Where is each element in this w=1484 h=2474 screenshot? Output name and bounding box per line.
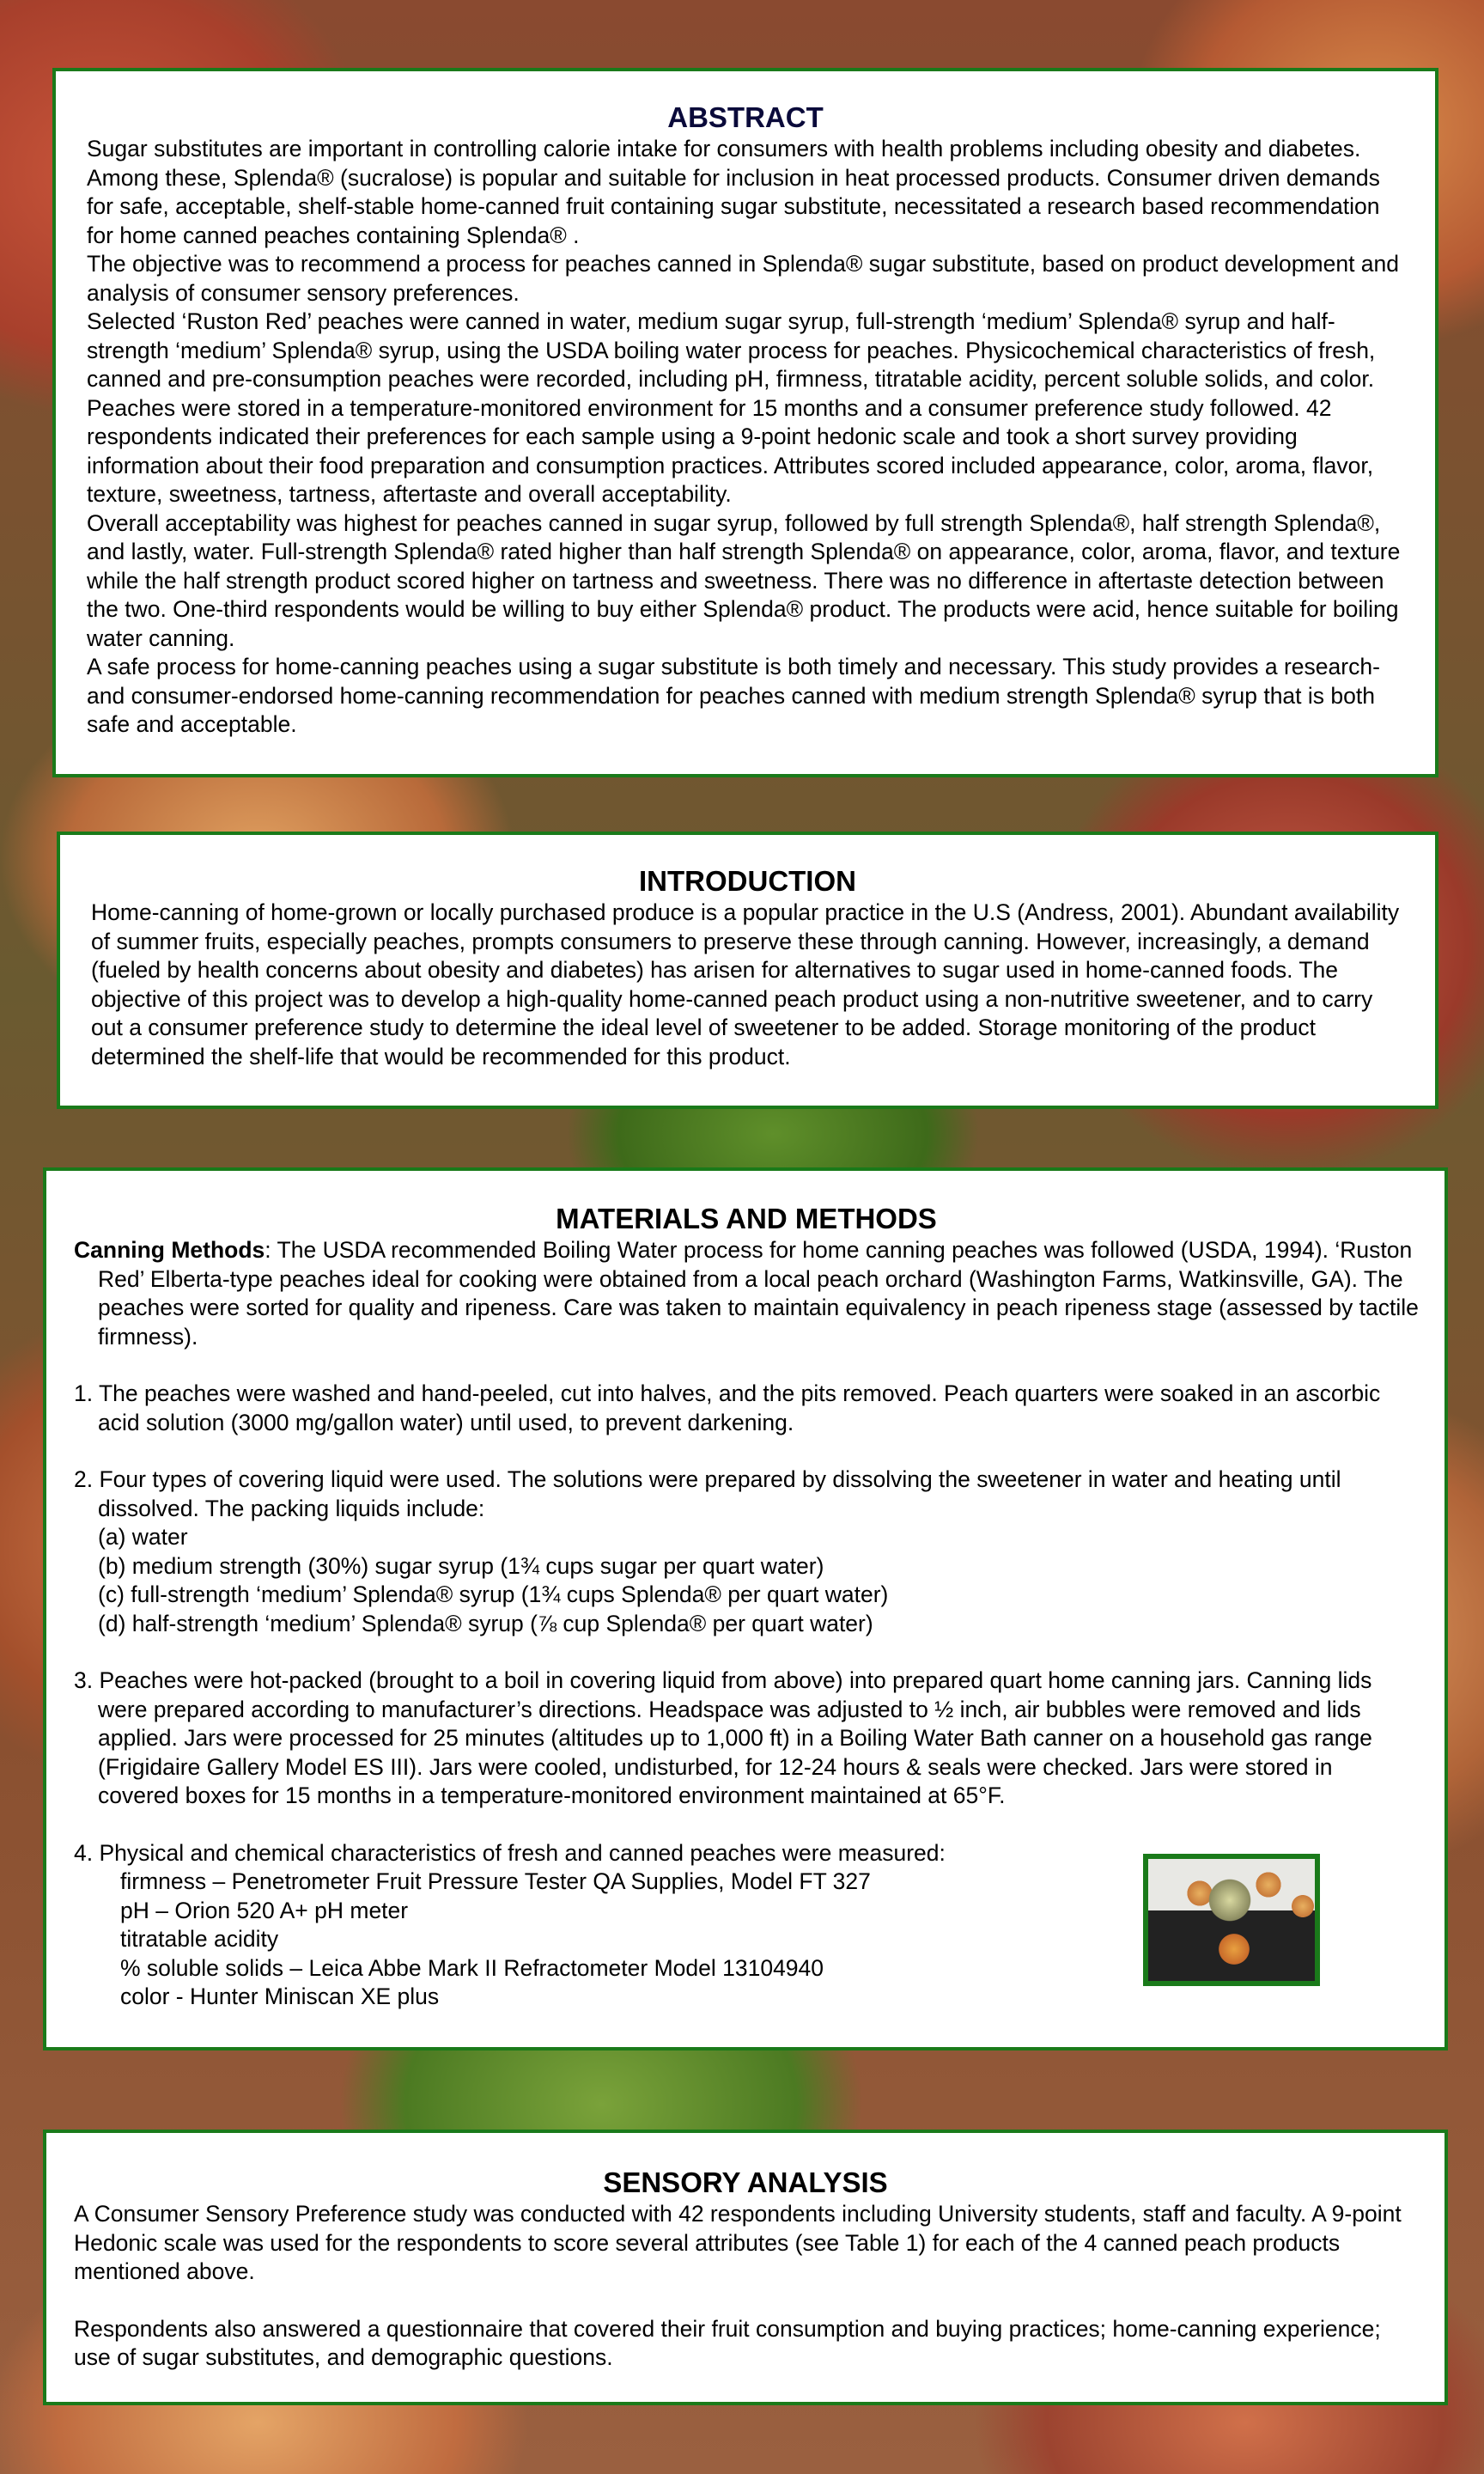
liquid-item: (b) medium strength (30%) sugar syrup (1¾ cups sugar per quart water) — [98, 1552, 824, 1579]
introduction-text: Home-canning of home-grown or locally purchased produce is a popular practice in the U.S (Andress, 2001). Abundant availability of summer fruits, especially peaches, prompts consumers to preserve these through canning. However, increasingly, a demand (fueled by health concerns about obesity and diabetes) has arisen for alternatives to sugar used in home-canned foods. The objective of this project was to develop a high-quality home-canned peach product using a non-nutritive sweetener, and to carry out a consumer preference study to determine the ideal level of sweetener to be added. Storage monitoring of the product determined the shelf-life that would be recommended for this product. — [91, 899, 1400, 1069]
sensory-paragraph: A Consumer Sensory Preference study was conducted with 42 respondents including University students, staff and faculty. A 9-point Hedonic scale was used for the respondents to score several attributes (see Table 1) for each of the 4 canned peach products mentioned above. — [74, 2201, 1402, 2284]
method-step-4: 4. Physical and chemical characteristics of fresh and canned peaches were measured: — [74, 1839, 946, 1866]
abstract-paragraph: The objective was to recommend a process for peaches canned in Splenda® sugar substitute, based on product development and analysis of consumer sensory preferences. — [87, 251, 1400, 306]
measurement-item: firmness – Penetrometer Fruit Pressure Tester QA Supplies, Model FT 327 — [120, 1868, 871, 1894]
canning-methods-paragraph — [74, 1236, 1419, 1351]
method-step-1: 1. The peaches were washed and hand-peeled, cut into halves, and the pits removed. Peach quarters were soaked in an ascorbic acid solution (3000 mg/gallon water) until used, to prevent darkening. — [74, 1380, 1381, 1435]
measurement-item: % soluble solids – Leica Abbe Mark II Refractometer Model 13104940 — [120, 1954, 824, 1981]
sensory-heading: SENSORY ANALYSIS — [603, 2166, 888, 2198]
introduction-section — [57, 832, 1438, 1109]
abstract-section — [52, 68, 1438, 777]
abstract-paragraph: A safe process for home-canning peaches using a sugar substitute is both timely and necessary. This study provides a research- and consumer-endorsed home-canning recommendation for peaches canned with medium strength Splenda® syrup that is both safe and acceptable. — [87, 654, 1380, 737]
measurement-item: color - Hunter Miniscan XE plus — [120, 1983, 440, 2009]
liquid-item: (a) water — [98, 1524, 188, 1550]
abstract-paragraph: Selected ‘Ruston Red’ peaches were canned in water, medium sugar syrup, full-strength ‘medium’ Splenda® syrup and half-strength ‘medium’ Splenda® syrup, using the USDA boiling water process for peaches. Physicochemical characteristics of fresh, canned and pre-consumption peaches were recorded, including pH, firmness, titratable acidity, percent soluble solids, and color. Peaches were stored in a temperature-monitored environment for 15 months and a consumer preference study followed. 42 respondents indicated their preferences for each sample using a 9-point hedonic scale and took a short survey providing information about their food preparation and consumption practices. Attributes scored included appearance, color, aroma, flavor, texture, sweetness, tartness, aftertaste and overall acceptability. — [87, 308, 1376, 507]
abstract-paragraph: Sugar substitutes are important in controlling calorie intake for consumers with health problems including obesity and diabetes. Among these, Splenda® (sucralose) is popular and suitable for inclusion in heat processed products. Consumer driven demands for safe, acceptable, shelf-stable home-canned fruit containing sugar substitute, necessitated a research based recommendation for home canned peaches containing Splenda® . — [87, 136, 1380, 248]
canning-methods-text: : The USDA recommended Boiling Water process for home canning peaches was followed (USDA, 1994). ‘Ruston Red’ Elberta-type peaches ideal for cooking were obtained from a local peach orchard (Washington Farms, Watkinsville, GA). The peaches were sorted for quality and ripeness. Care was taken to maintain equivalency in peach ripeness stage (assessed by tactile firmness). — [98, 1237, 1419, 1350]
abstract-paragraph: Overall acceptability was highest for peaches canned in sugar syrup, followed by full strength Splenda®, half strength Splenda®, and lastly, water. Full-strength Splenda® rated higher than half strength Splenda® on appearance, color, aroma, flavor, and texture while the half strength product scored higher on tartness and sweetness. There was no difference in aftertaste detection between the two. One-third respondents would be willing to buy either Splenda® product. The products were acid, hence suitable for boiling water canning. — [87, 509, 1401, 651]
introduction-heading: INTRODUCTION — [639, 865, 856, 897]
canning-methods-label: Canning Methods — [74, 1237, 265, 1263]
sensory-analysis-section — [43, 2130, 1448, 2405]
liquid-item: (d) half-strength ‘medium’ Splenda® syrup (⅞ cup Splenda® per quart water) — [98, 1610, 873, 1636]
liquid-item: (c) full-strength ‘medium’ Splenda® syrup (1¾ cups Splenda® per quart water) — [98, 1581, 889, 1607]
sensory-paragraph: Respondents also answered a questionnaire that covered their fruit consumption and buying practices; home-canning experience; use of sugar substitutes, and demographic questions. — [74, 2315, 1381, 2370]
methods-heading: MATERIALS AND METHODS — [556, 1203, 937, 1234]
method-step-3: 3. Peaches were hot-packed (brought to a boil in covering liquid from above) into prepared quart home canning jars. Canning lids were prepared according to manufacturer’s directions. Headspace was adjusted to ½ inch, air bubbles were removed and lids applied. Jars were processed for 25 minutes (altitudes up to 1,000 ft) in a Boiling Water Bath canner on a household gas range (Frigidaire Gallery Model ES III). Jars were cooled, undisturbed, for 12-24 hours & seals were checked. Jars were stored in covered boxes for 15 months in a temperature-monitored environment maintained at 65°F. — [74, 1667, 1372, 1808]
measurement-item: pH – Orion 520 A+ pH meter — [120, 1897, 409, 1923]
penetrometer-photo — [1143, 1854, 1320, 1986]
method-step-2: 2. Four types of covering liquid were used. The solutions were prepared by dissolving the sweetener in water and heating until dissolved. The packing liquids include: — [74, 1466, 1341, 1521]
abstract-heading: ABSTRACT — [667, 101, 824, 133]
measurement-item: titratable acidity — [120, 1926, 279, 1952]
